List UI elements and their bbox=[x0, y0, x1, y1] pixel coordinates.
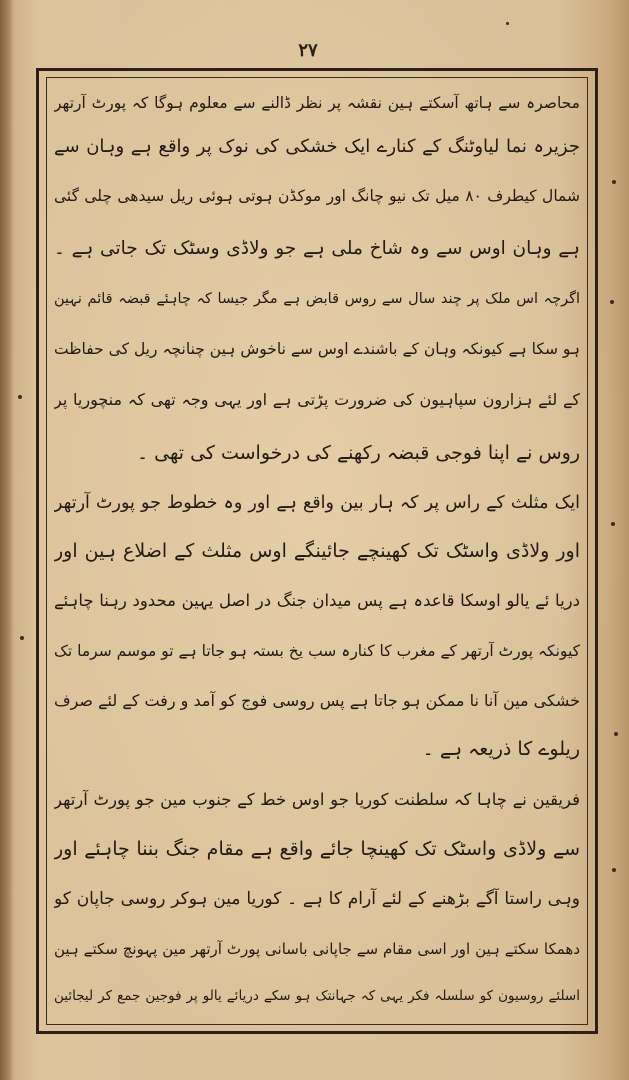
paper-speck bbox=[506, 22, 509, 25]
paper-speck bbox=[611, 522, 615, 526]
text-line: خشکی مین آنا نا ممکن ہو جاتا ہے پس روسی فوج کو آمد و رفت کے لئے صرف bbox=[54, 691, 580, 710]
text-line: ایک مثلث کے راس پر کہ ہار بین واقع ہے اور وہ خطوط جو پورٹ آرتھر bbox=[54, 493, 580, 513]
paper-speck bbox=[612, 868, 616, 872]
text-line: محاصرہ سے ہاتھ آسکتے ہین نقشہ پر نظر ڈالنے سے معلوم ہوگا کہ پورٹ آرتھر bbox=[54, 94, 580, 112]
text-line: دریا ئے یالو اوسکا قاعدہ ہے پس میدان جنگ در اصل یہین محدود رہنا چاہئے bbox=[54, 591, 580, 610]
text-line: کے لئے ہزارون سپاہیون کی ضرورت پڑتی ہے اور یہی وجہ تھی کہ منچوریا پر bbox=[54, 390, 580, 409]
paper-speck bbox=[610, 300, 614, 304]
page-number: ۲۷ bbox=[298, 40, 318, 61]
text-line: ہو سکا ہے کیونکہ وہان کے باشندے اوس سے ناخوش ہین چنانچہ ریل کی حفاظت bbox=[54, 340, 580, 358]
text-line: اگرچہ اس ملک پر چند سال سے روس قابض ہے مگر جیسا کہ چاہئے قبضہ قائم نہین bbox=[54, 291, 580, 307]
urdu-text-block bbox=[54, 88, 580, 1018]
text-line: فریقین نے چاہا کہ سلطنت کوریا جو اوس خط کے جنوب مین جو پورٹ آرتھر bbox=[54, 790, 580, 809]
text-line: دھمکا سکتے ہین اور اسی مقام سے جاپانی باسانی پورٹ آرتھر مین پہونچ سکتے ہین bbox=[54, 940, 580, 958]
text-line: سے ولاڈی واسٹک تک کھینچا جائے واقع ہے مقام جنگ بننا چاہئے اور bbox=[54, 838, 580, 860]
text-line: اور ولاڈی واسٹک تک کھینچے جائینگے اوس مثلث کے اضلاع ہین اور bbox=[54, 540, 580, 562]
paper-speck bbox=[612, 180, 616, 184]
paper-speck bbox=[20, 636, 24, 640]
text-line: ہے وہان اوس سے وہ شاخ ملی ہے جو ولاڈی وسٹک تک جاتی ہے ۔ bbox=[54, 238, 580, 259]
text-line: جزیرہ نما لیاوٹنگ کے کنارے ایک خشکی کی نوک پر واقع ہے وہان سے bbox=[54, 136, 580, 157]
text-line: روس نے اپنا فوجی قبضہ رکھنے کی درخواست کی تھی ۔ bbox=[136, 442, 580, 464]
text-line: کیونکہ پورٹ آرتھر کے مغرب کا کنارہ سب یخ بستہ ہو جاتا ہے تو موسم سرما تک bbox=[54, 642, 580, 660]
paper-speck bbox=[18, 395, 22, 399]
book-spine-shadow bbox=[0, 0, 14, 1080]
text-line: وہی راستا آگے بڑھنے کے لئے آرام کا ہے ۔ کوریا مین ہوکر روسی جاپان کو bbox=[54, 889, 580, 909]
text-line: اسلئے روسیون کو سلسلہ فکر یہی کہ جہانتک ہو سکے دریائے یالو پر فوجین جمع کر لیجائین bbox=[54, 988, 580, 1004]
paper-speck bbox=[614, 732, 618, 736]
text-line: ریلوے کا ذریعہ ہے ۔ bbox=[422, 738, 580, 760]
text-line: شمال کیطرف ۸۰ میل تک نیو چانگ اور موکڈن ہوتی ہوئی ریل سیدھی چلی گئی bbox=[54, 187, 580, 205]
